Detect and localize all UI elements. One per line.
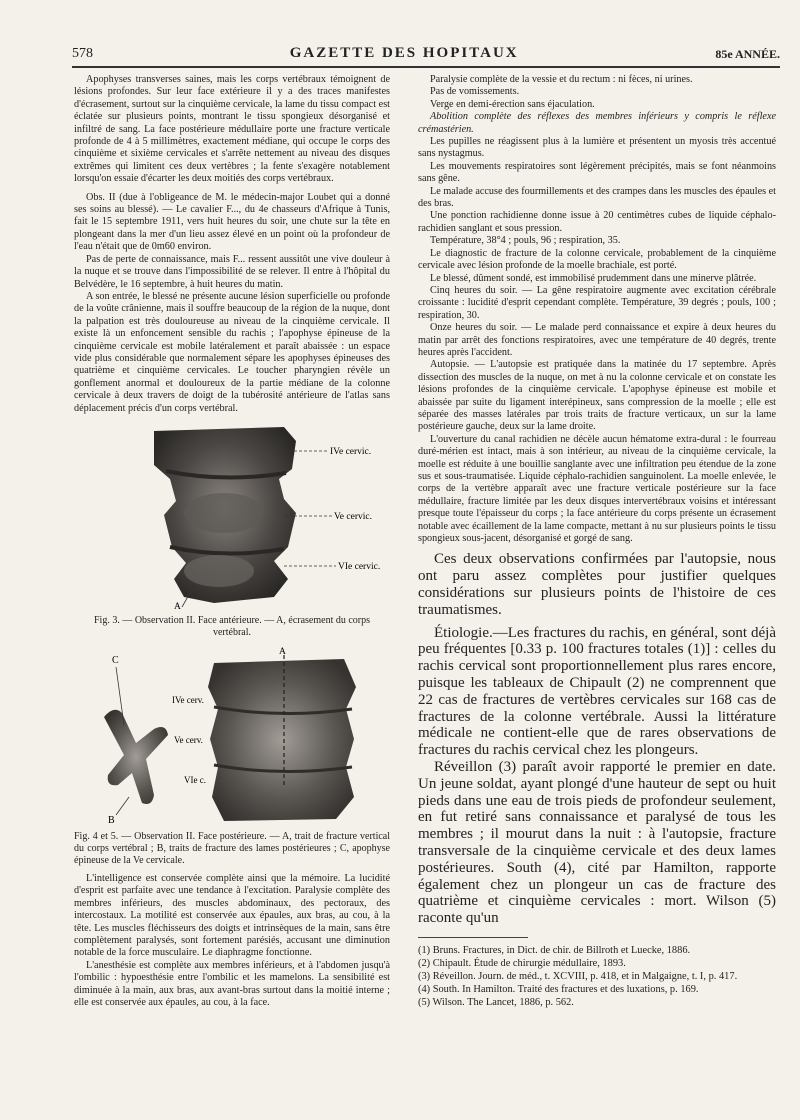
figure-3 <box>74 421 390 611</box>
paragraph: Une ponction rachidienne donne issue à 20 centimètres cubes de liquide céphalo-rachidien sanglant et sous pression. <box>418 210 776 234</box>
paragraph: Onze heures du soir. — Le malade perd connaissance et expire à deux heures du matin par arrêt des fonctions respiratoires, avec une température de 40 degrés, trente heures après l'accident. <box>418 322 776 358</box>
figure-4-5-caption: Fig. 4 et 5. — Observation II. Face postérieure. — A, trait de fracture vertical du corps vertébral ; B, traits de fracture des lames postérieures ; C, apophyse épineuse de la Ve cervicale. <box>74 830 390 866</box>
paragraph: Le blessé, dûment sondé, est immobilisé prudemment dans une minerve plâtrée. <box>430 272 757 284</box>
paragraph: Pas de perte de connaissance, mais F... ressent aussitôt une vive douleur à la nuque et se trouve dans l'impossibilité de se relever. Il entre à l'hôpital du Belvédère, le 16 septembre, à huit heures du matin. <box>74 253 390 290</box>
paragraph: Température, 38°4 ; pouls, 96 ; respiration, 35. <box>430 235 621 247</box>
paragraph: Les mouvements respiratoires sont légèrement précipités, mais se font néanmoins sans gêne. <box>418 160 776 185</box>
journal-title: GAZETTE DES HOPITAUX <box>289 45 519 61</box>
paragraph: Cinq heures du soir. — La gêne respiratoire augmente avec excitation cérébrale croissante : lucidité d'esprit cependant complète. Température, 39 degrés ; pouls, 100 ; respiration, 30. <box>418 284 776 321</box>
footnote: (3) Réveillon. Journ. de méd., t. XCVIII, p. 418, et in Malgaigne, t. I, p. 417. <box>418 970 738 982</box>
left-column <box>74 74 390 1009</box>
paragraph: Autopsie. — L'autopsie est pratiquée dans la matinée du 17 septembre. Après dissection des muscles de la nuque, on met à nu la colonne cervicale et on constate les lésions profondes de la cinquième cervicale. L'apophyse épineuse est mobile et abaissée par suite du ligament interépineux, sans compression de la moelle ; elle est séparée des masses latérales par trois traits de fracture verticaux, un sur la lame postérieure gauche, deux sur la lame droite. <box>418 359 776 433</box>
label-iv-cervic: IVe cervic. <box>330 446 372 457</box>
footnote: (5) Wilson. The Lancet, 1886, p. 562. <box>418 996 574 1008</box>
figure-4-5 <box>74 647 390 827</box>
footnote: (1) Bruns. Fractures, in Dict. de chir. de Billroth et Luecke, 1886. <box>418 944 691 956</box>
footnote-rule <box>418 937 528 938</box>
label-c: C <box>112 654 119 666</box>
paragraph: Abolition complète des réflexes des membres inférieurs y compris le réflexe crémastérien. <box>418 111 776 135</box>
label-vi-c: VIe c. <box>184 774 206 785</box>
vertebrae-anterior-illustration <box>74 421 390 611</box>
paragraph: Pas de vomissements. <box>430 86 520 98</box>
label-v-cervic: Ve cervic. <box>334 511 372 522</box>
right-column <box>418 74 776 1009</box>
paragraph: Verge en demi-érection sans éjaculation. <box>430 98 595 110</box>
large-paragraph: Réveillon (3) paraît avoir rapporté le premier en date. Un jeune soldat, ayant plongé d'une hauteur de sept ou huit pieds dans une eau de trois pieds de profondeur seulement, en fut retiré sans connaissance et paralysé de tous les membres ; il mourut dans la nuit : à l'autopsie, fracture transversale de la cinquième cervicale et des deux lames postérieures. South (4), cité par Hamilton, rapporte également chez un plongeur un cas de fracture des quatrième et cinquième cervicales : mort. Wilson (5) raconte qu'un <box>418 759 776 927</box>
label-iv-cerv: IVe cerv. <box>172 694 204 705</box>
paragraph: Obs. II (due à l'obligeance de M. le médecin-major Loubet qui a donné ses soins au blessé). — Le cavalier F..., du 4e chasseurs d'Afrique à Tunis, fait le 15 septembre 1911, vers huit heures du soir, une chute sur la tête en plongeant dans la mer d'un lieu assez élevé en un point où la profondeur de l'eau n'était que de 0m60 environ. <box>74 191 390 253</box>
page-number: 578 <box>72 46 93 61</box>
vertebra-spinous-illustration <box>104 710 168 804</box>
paragraph: Apophyses transverses saines, mais les corps vertébraux témoignent de lésions profondes. Sur leur face extérieure il y a des traces manifestes d'écrasement, surtout sur la cinquième cervicale, la lame du tissu compact est éclatée sur plusieurs points, montrant le tissu spongieux désorganisé et infiltré de sang. La face postérieure médullaire porte une fracture verticale profonde de 4 à 5 millimètres, exactement médiane, qui occupe le corps des cinquième et sixième cervicales et s'arrête nettement au niveau des disques extrêmes qui limitent ces deux vertèbres ; la fente s'exagère notablement lorsqu'on essaie d'écarter les deux moitiés des corps vertébraux. <box>74 74 390 185</box>
footnote: (4) South. In Hamilton. Traité des fractures et des luxations, p. 169. <box>418 983 699 995</box>
large-paragraph: Étiologie.—Les fractures du rachis, en général, sont déjà peu fréquentes [0.33 p. 100 fractures totales (1)] : celles du rachis cervical sont proportionnellement plus rares encore, puisque les tableaux de Chipault (2) ne comprennent que 22 cas de fractures de vertèbres cervicales sur 168 cas de fractures de la colonne vertébrale. Aussi la littérature médicale ne contient-elle que de rares observations de fractures du rachis cervical chez les plongeurs. <box>418 624 776 759</box>
label-v-cerv: Ve cerv. <box>174 734 203 745</box>
paragraph: L'ouverture du canal rachidien ne décèle aucun hématome extra-dural : le fourreau duré-mérien est intact, mais à son intérieur, au niveau de la cinquième cervicale, la moelle est réduite à une bouillie sanglante avec une infiltration peu étendue de la zone sus et sous-traumatisée. Liquide céphalo-rachidien sanguinolent. La moelle enlevée, le corps de la vertèbre apparaît avec une fracture verticale postérieure sur la face médullaire, fracture limitée par les deux disques intervertébraux voisins et intéressant presque toute l'épaisseur du corps ; la face antérieure du corps présente un écrasement notable avec écaillement de la lame compacte, mettant à nu sur plusieurs points le tissu spongieux sous-jacent, désorganisé et gorgé de sang. <box>418 433 776 545</box>
figure-3-caption: Fig. 3. — Observation II. Face antérieure. — A, écrasement du corps vertébral. <box>93 614 371 638</box>
label-a-posterior: A <box>279 646 286 657</box>
page-header <box>72 36 780 68</box>
paragraph: Paralysie complète de la vessie et du rectum : ni fèces, ni urines. <box>430 74 693 85</box>
footnote: (2) Chipault. Étude de chirurgie médullaire, 1893. <box>418 957 626 969</box>
paragraph: Les pupilles ne réagissent plus à la lumière et présentent un myosis très accentué sans nystagmus. <box>418 136 776 160</box>
paragraph: L'intelligence est conservée complète ainsi que la mémoire. La lucidité d'esprit est parfaite avec une tendance à l'excitation. Paralysie complète des membres inférieurs, des muscles abdominaux, des pectoraux, des intercostaux. La motilité est conservée aux épaules, aux bras, au cou, à la tête. Les muscles fléchisseurs des doigts et intrinsèques de la main, sans être complètement paralysés, sont fortement parésiés, accusant une diminution notable de la force musculaire. Le diaphragme fonctionne. <box>74 872 390 959</box>
paragraph: Le malade accuse des fourmillements et des crampes dans les muscles des épaules et des bras. <box>418 185 776 210</box>
paragraph: L'anesthésie est complète aux membres inférieurs, et à l'abdomen jusqu'à l'ombilic : hypoesthésie entre l'ombilic et les mamelons. La sensibilité est diminuée à la main, aux bras, aux avant-bras surtout dans la moitié interne ; elle est conservée aux épaules, au cou, à la face. <box>74 959 390 1009</box>
label-b: B <box>108 814 115 826</box>
paragraph: A son entrée, le blessé ne présente aucune lésion superficielle ou profonde de la voûte crânienne, mais il souffre beaucoup de la région de la nuque, dont la palpation est très douloureuse au niveau de la cinquième cervicale. Il existe là un enfoncement sensible du rachis ; l'apophyse épineuse de la cinquième cervicale est mobile latéralement et paraît abaissée : un espace vide plus considérable que normalement sépare les apophyses épineuses des quatrième et cinquième cervicales. Le toucher pharyngien révèle un gonflement anormal et douloureux de la partie médiane de la colonne cervicale à deux travers de doigt de la tubérosité antérieure de l'atlas sans déplacement précis d'un corps vertébral. <box>74 290 390 414</box>
label-a: A <box>174 601 181 611</box>
vertebrae-posterior-illustration <box>74 647 390 827</box>
year-label: 85e ANNÉE. <box>715 47 780 61</box>
large-paragraph: Ces deux observations confirmées par l'autopsie, nous ont paru assez complètes pour justifier quelques considérations sur plusieurs points de l'histoire de ces traumatismes. <box>418 551 776 618</box>
paragraph: Le diagnostic de fracture de la colonne cervicale, probablement de la cinquième cervicale avec lésion profonde de la moelle brachiale, est porté. <box>418 247 776 272</box>
label-vi-cervic: VIe cervic. <box>338 561 381 572</box>
